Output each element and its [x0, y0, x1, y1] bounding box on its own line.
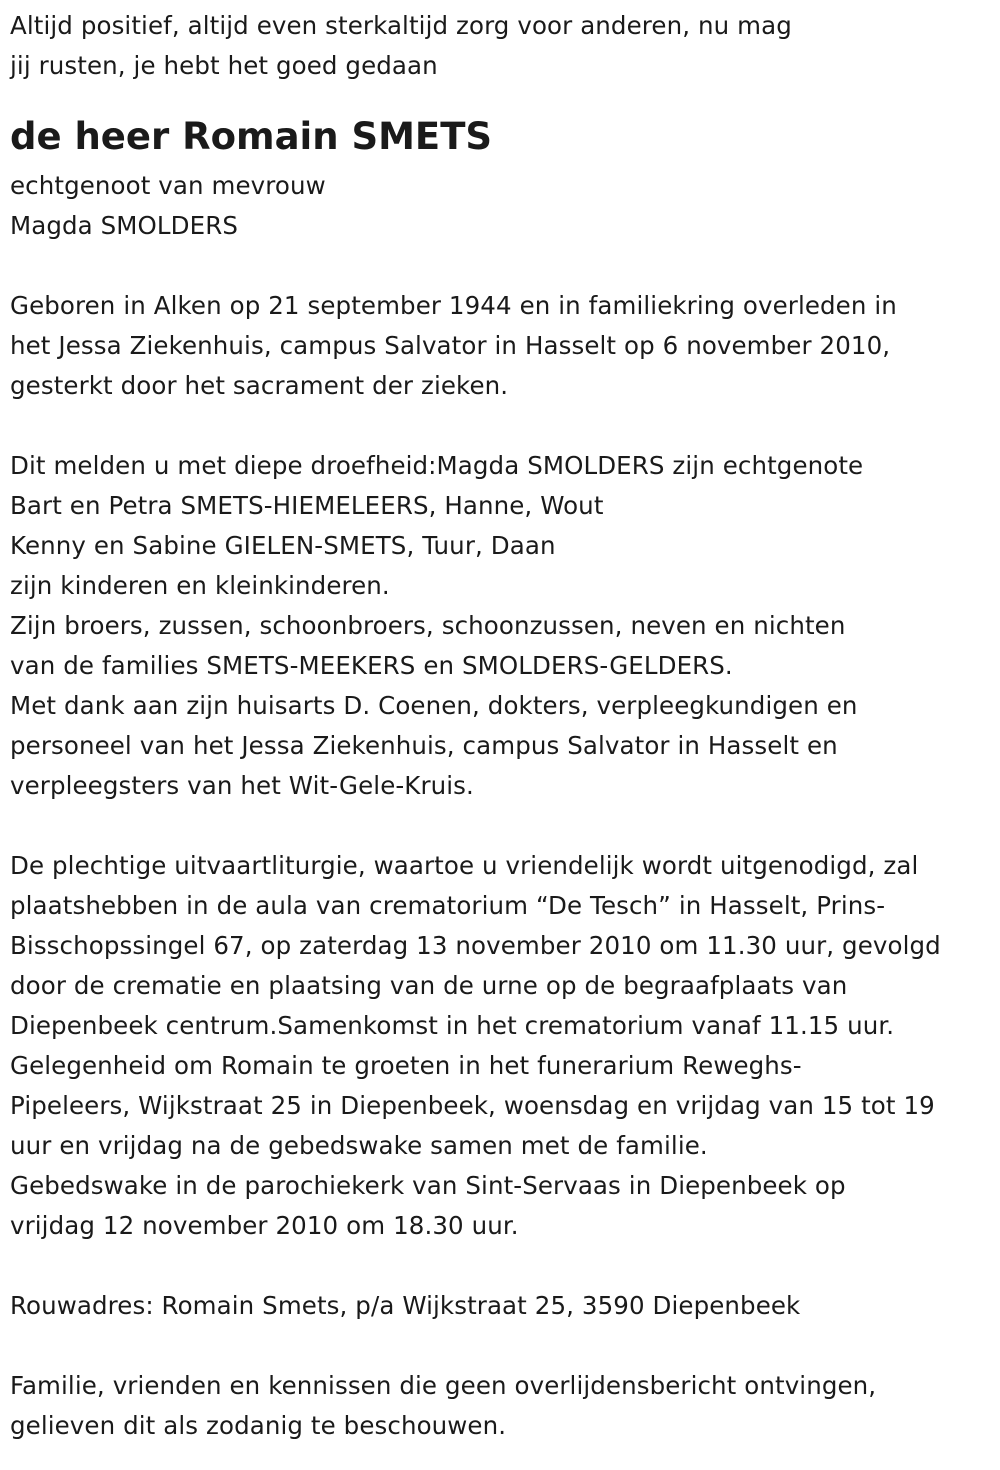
paragraph-line: Met dank aan zijn huisarts D. Coenen, dokters, verpleegkundigen en: [10, 691, 858, 720]
paragraph-line: van de families SMETS-MEEKERS en SMOLDERS-GELDERS.: [10, 651, 733, 680]
spouse-line: echtgenoot van mevrouw: [10, 171, 326, 200]
paragraph-line: Gebedswake in de parochiekerk van Sint-Servaas in Diepenbeek op: [10, 1171, 846, 1200]
spouse-info: [10, 166, 995, 246]
paragraph-line: personeel van het Jessa Ziekenhuis, campus Salvator in Hasselt en: [10, 731, 838, 760]
paragraph-line: vrijdag 12 november 2010 om 18.30 uur.: [10, 1211, 519, 1240]
paragraph-line: Bisschopssingel 67, op zaterdag 13 november 2010 om 11.30 uur, gevolgd: [10, 931, 941, 960]
paragraph-line: Gelegenheid om Romain te groeten in het funerarium Reweghs-: [10, 1051, 802, 1080]
death-notice: [10, 0, 995, 1446]
mourning-address: [10, 1286, 995, 1326]
ceremony-details: [10, 846, 995, 1246]
closing-note: [10, 1366, 995, 1446]
paragraph-line: Bart en Petra SMETS-HIEMELEERS, Hanne, Wout: [10, 491, 604, 520]
intro-line: jij rusten, je hebt het goed gedaan: [10, 51, 438, 80]
paragraph-line: Zijn broers, zussen, schoonbroers, schoonzussen, neven en nichten: [10, 611, 846, 640]
paragraph-line: het Jessa Ziekenhuis, campus Salvator in Hasselt op 6 november 2010,: [10, 331, 891, 360]
paragraph-line: uur en vrijdag na de gebedswake samen met de familie.: [10, 1131, 708, 1160]
deceased-name: de heer Romain SMETS: [10, 115, 493, 158]
paragraph-line: Dit melden u met diepe droefheid:Magda SMOLDERS zijn echtgenote: [10, 451, 864, 480]
paragraph-line: Rouwadres: Romain Smets, p/a Wijkstraat 25, 3590 Diepenbeek: [10, 1291, 801, 1320]
paragraph-line: door de crematie en plaatsing van de urne op de begraafplaats van: [10, 971, 848, 1000]
birth-death-paragraph: [10, 286, 995, 406]
paragraph-line: Pipeleers, Wijkstraat 25 in Diepenbeek, woensdag en vrijdag van 15 tot 19: [10, 1091, 935, 1120]
paragraph-line: Geboren in Alken op 21 september 1944 en in familiekring overleden in: [10, 291, 897, 320]
paragraph-line: Familie, vrienden en kennissen die geen overlijdensbericht ontvingen,: [10, 1371, 877, 1400]
family-announcement: [10, 446, 995, 806]
paragraph-line: gesterkt door het sacrament der zieken.: [10, 371, 509, 400]
intro-line: Altijd positief, altijd even sterkaltijd zorg voor anderen, nu mag: [10, 11, 792, 40]
paragraph-line: plaatshebben in de aula van crematorium “De Tesch” in Hasselt, Prins-: [10, 891, 886, 920]
paragraph-line: De plechtige uitvaartliturgie, waartoe u vriendelijk wordt uitgenodigd, zal: [10, 851, 919, 880]
paragraph-line: verpleegsters van het Wit-Gele-Kruis.: [10, 771, 474, 800]
paragraph-line: zijn kinderen en kleinkinderen.: [10, 571, 390, 600]
spouse-line: Magda SMOLDERS: [10, 211, 239, 240]
paragraph-line: Kenny en Sabine GIELEN-SMETS, Tuur, Daan: [10, 531, 556, 560]
intro-verse: [10, 6, 995, 86]
paragraph-line: gelieven dit als zodanig te beschouwen.: [10, 1411, 507, 1440]
paragraph-line: Diepenbeek centrum.Samenkomst in het crematorium vanaf 11.15 uur.: [10, 1011, 895, 1040]
